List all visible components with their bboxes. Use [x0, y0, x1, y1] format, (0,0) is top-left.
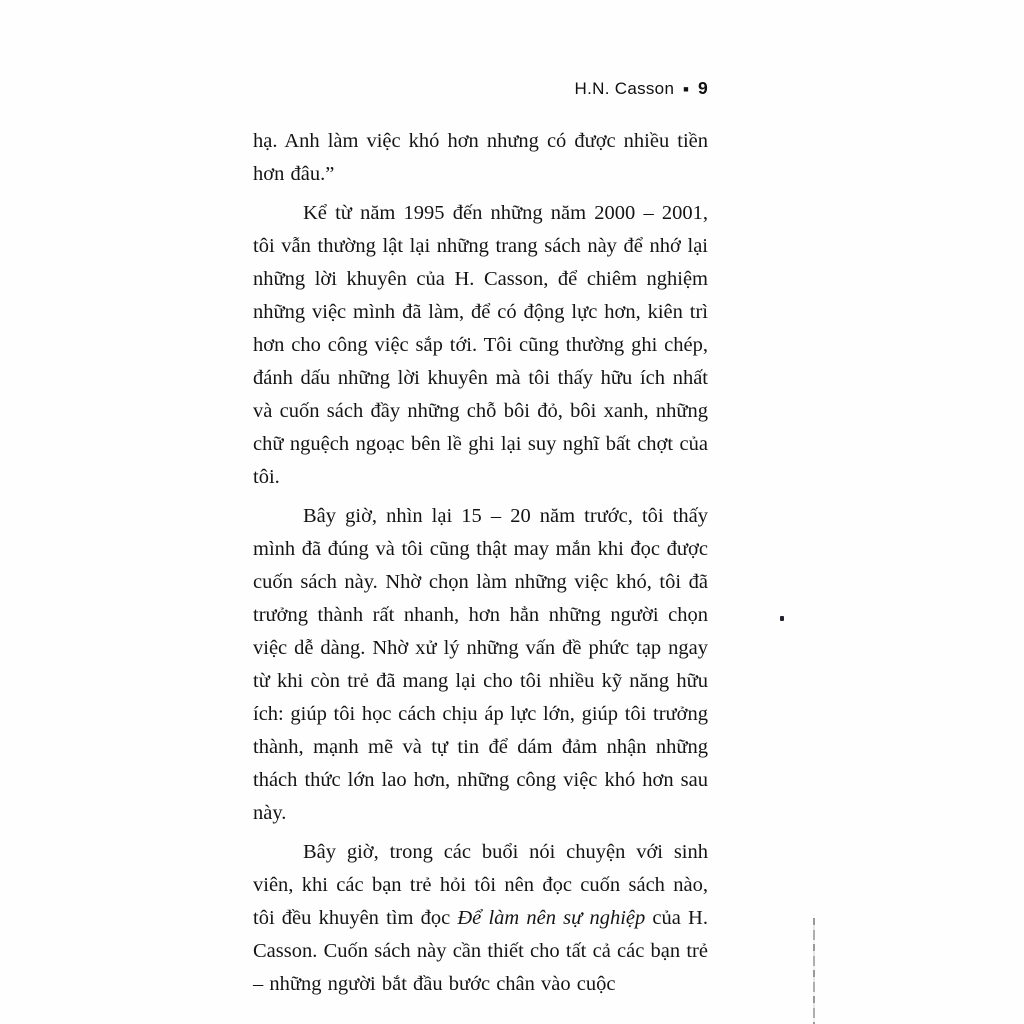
- page-body: [253, 125, 708, 1001]
- text-block: [253, 78, 708, 1007]
- page-number: 9: [697, 78, 708, 98]
- body-text-segment: Bây giờ, nhìn lại 15 – 20 năm trước, tôi thấy mình đã đúng và tôi cũng thật may mắn khi đọc được cuốn sách này. Nhờ chọn làm những việc khó, tôi đã trưởng thành rất nhanh, hơn hẳn những người chọn việc dễ dàng. Nhờ xử lý những vấn đề phức tạp ngay từ khi còn trẻ đã mang lại cho tôi nhiều kỹ năng hữu ích: giúp tôi học cách chịu áp lực lớn, giúp tôi trưởng thành, mạnh mẽ và tự tin để dám đảm nhận những thách thức lớn lao hơn, những công việc khó hơn sau này.: [253, 505, 708, 824]
- running-head-author: H.N. Casson: [574, 78, 675, 98]
- paragraph-2: [253, 197, 708, 494]
- paragraph-3: [253, 500, 708, 830]
- running-head: [253, 78, 708, 99]
- scan-artifact-dot: [780, 616, 784, 621]
- body-text-segment: của H. Casson. Cuốn sách này cần thiết cho tất cả các bạn trẻ – những người bắt đầu bước chân vào cuộc: [253, 907, 708, 995]
- paragraph-4: [253, 836, 708, 1001]
- book-title-italic: Để làm nên sự nghiệp: [457, 907, 646, 929]
- body-text-segment: hạ. Anh làm việc khó hơn nhưng có được nhiều tiền hơn đâu.”: [253, 130, 708, 185]
- square-bullet-icon: ■: [683, 84, 689, 94]
- body-text-segment: Kể từ năm 1995 đến những năm 2000 – 2001, tôi vẫn thường lật lại những trang sách này để nhớ lại những lời khuyên của H. Casson, để chiêm nghiệm những việc mình đã làm, để có động lực hơn, kiên trì hơn cho công việc sắp tới. Tôi cũng thường ghi chép, đánh dấu những lời khuyên mà tôi thấy hữu ích nhất và cuốn sách đầy những chỗ bôi đỏ, bôi xanh, những chữ nguệch ngoạc bên lề ghi lại suy nghĩ bất chợt của tôi.: [253, 202, 708, 488]
- body-text-segment: Bây giờ, trong các buổi nói chuyện với sinh viên, khi các bạn trẻ hỏi tôi nên đọc cuốn sách nào, tôi đều khuyên tìm đọc: [253, 841, 708, 929]
- paragraph-continuation: [253, 125, 708, 191]
- scan-artifact-line: [813, 918, 815, 1024]
